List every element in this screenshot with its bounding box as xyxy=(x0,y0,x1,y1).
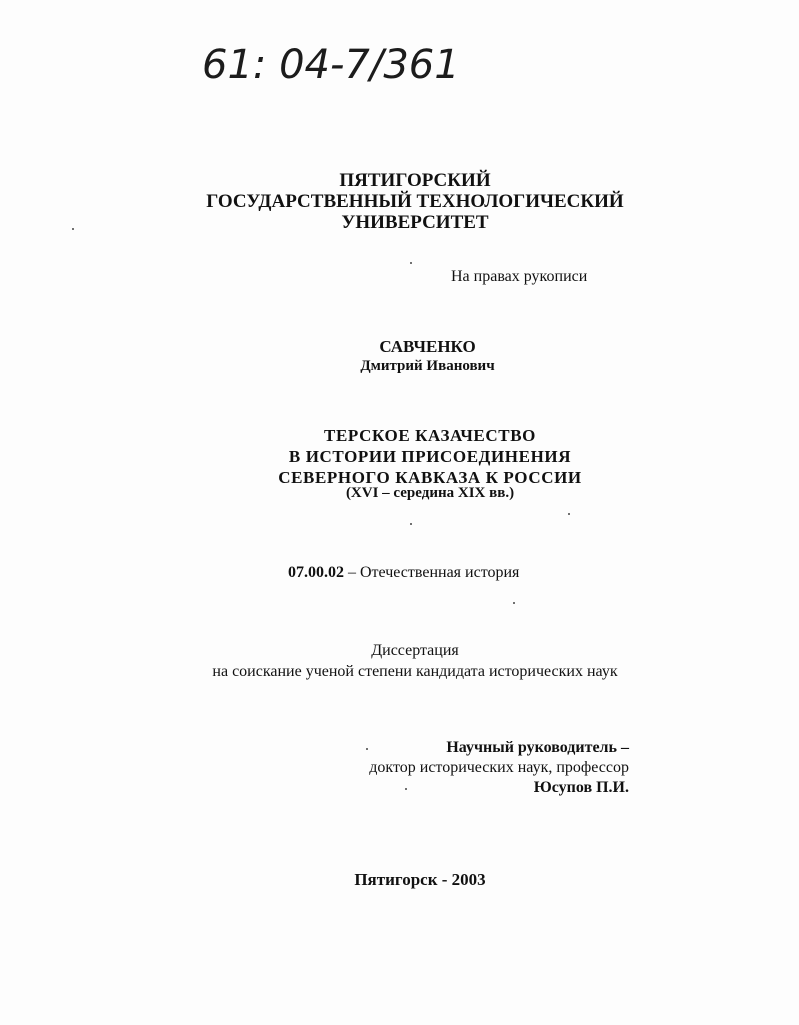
author-given-names: Дмитрий Иванович xyxy=(360,358,495,374)
handwritten-archive-number xyxy=(196,20,460,130)
thesis-title xyxy=(140,425,720,488)
thesis-title-line-1: ТЕРСКОЕ КАЗАЧЕСТВО xyxy=(324,426,536,445)
dissertation-line-1: Диссертация xyxy=(371,642,459,659)
specialty-code: 07.00.02 xyxy=(288,564,344,581)
university-line-2: ГОСУДАРСТВЕННЫЙ ТЕХНОЛОГИЧЕСКИЙ xyxy=(206,191,624,212)
author-surname: САВЧЕНКО xyxy=(379,337,476,356)
thesis-title-line-3: СЕВЕРНОГО КАВКАЗА К РОССИИ xyxy=(278,468,582,487)
specialty xyxy=(288,564,519,582)
specialty-name: Отечественная история xyxy=(360,564,520,581)
scan-speck xyxy=(405,788,407,790)
thesis-title-line-2: В ИСТОРИИ ПРИСОЕДИНЕНИЯ xyxy=(288,447,572,466)
dissertation-purpose xyxy=(120,640,710,682)
scan-speck xyxy=(410,523,412,525)
scan-speck xyxy=(568,513,570,515)
scan-speck xyxy=(513,602,515,604)
university-line-3: УНИВЕРСИТЕТ xyxy=(341,212,489,233)
university-name xyxy=(150,170,680,233)
scan-speck xyxy=(410,262,412,264)
scan-speck xyxy=(366,748,368,750)
dissertation-line-2: на соискание ученой степени кандидата исторических наук xyxy=(212,663,618,680)
supervisor-degree: доктор исторических наук, профессор xyxy=(369,759,629,776)
specialty-separator: – xyxy=(344,564,360,581)
scan-speck xyxy=(72,228,74,230)
supervisor-block xyxy=(369,738,629,798)
city-year: Пятигорск - 2003 xyxy=(354,870,486,889)
supervisor-label: Научный руководитель – xyxy=(446,739,629,756)
manuscript-rights-note: На правах рукописи xyxy=(451,268,588,285)
handwritten-number-text: 61: 04-7/361 xyxy=(202,42,460,88)
university-line-1: ПЯТИГОРСКИЙ xyxy=(339,170,491,191)
supervisor-name: Юсупов П.И. xyxy=(533,779,629,796)
thesis-period: (XVI – середина XIX вв.) xyxy=(345,485,515,501)
